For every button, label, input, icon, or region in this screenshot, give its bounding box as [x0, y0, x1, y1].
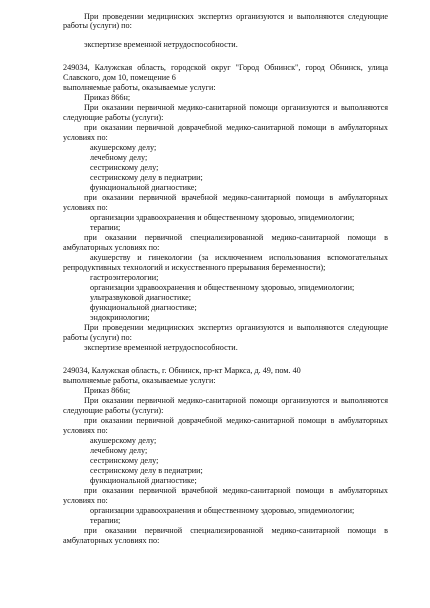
list-item: организации здравоохранения и общественному здоровью, эпидемиологии; [90, 506, 355, 515]
address-line1: 249034, Калужская область, городской округ "Город Обнинск", город Обнинск, улица [63, 63, 388, 72]
physician-care-paragraph-line2: условиях по: [63, 496, 108, 505]
list-item: сестринскому делу в педиатрии; [90, 466, 203, 475]
address-line2: Славского, дом 10, помещение 6 [63, 73, 176, 82]
list-item: функциональной диагностике; [90, 303, 197, 312]
list-item: лечебному делу; [90, 446, 148, 455]
list-item: сестринскому делу в педиатрии; [90, 173, 203, 182]
specialized-care-paragraph-line2: амбулаторных условиях по: [63, 536, 160, 545]
list-item: организации здравоохранения и общественному здоровью, эпидемиологии; [90, 283, 355, 292]
pre-medical-paragraph-line1: при оказании первичной доврачебной медико-санитарной помощи в амбулаторных [84, 416, 388, 425]
list-item: сестринскому делу; [90, 456, 159, 465]
physician-care-paragraph-line2: условиях по: [63, 203, 108, 212]
list-item: ультразвуковой диагностике; [90, 293, 192, 302]
expertise-paragraph-line1: При проведении медицинских экспертиз организуются и выполняются следующие [84, 323, 388, 332]
primary-care-paragraph-line2: следующие работы (услуги): [63, 406, 164, 415]
expertise-paragraph-line2: работы (услуги) по: [63, 333, 132, 342]
list-item: гастроэнтерологии; [90, 273, 159, 282]
obstetrics-paragraph-line1: акушерству и гинекологии (за исключением использования вспомогательных [90, 253, 388, 262]
obstetrics-paragraph-line2: репродуктивных технологий и искусственного прерывания беременности); [63, 263, 326, 272]
physician-care-paragraph-line1: при оказании первичной врачебной медико-санитарной помощи в амбулаторных [84, 193, 388, 202]
list-item: терапии; [90, 223, 121, 232]
list-item: функциональной диагностике; [90, 183, 197, 192]
expertise-paragraph-line1: При проведении медицинских экспертиз организуются и выполняются следующие [84, 12, 388, 21]
services-intro: выполняемые работы, оказываемые услуги: [63, 83, 216, 92]
list-item: организации здравоохранения и общественному здоровью, эпидемиологии; [90, 213, 355, 222]
list-item: экспертизе временной нетрудоспособности. [84, 40, 238, 49]
services-intro: выполняемые работы, оказываемые услуги: [63, 376, 216, 385]
expertise-paragraph-line2: работы (услуги) по: [63, 21, 132, 30]
pre-medical-paragraph-line2: условиях по: [63, 426, 108, 435]
pre-medical-paragraph-line2: условиях по: [63, 133, 108, 142]
list-item: эндокринологии; [90, 313, 150, 322]
primary-care-paragraph-line2: следующие работы (услуги): [63, 113, 164, 122]
specialized-care-paragraph-line1: при оказании первичной специализированной медико-санитарной помощи в [84, 233, 388, 242]
specialized-care-paragraph-line1: при оказании первичной специализированной медико-санитарной помощи в [84, 526, 388, 535]
list-item: сестринскому делу; [90, 163, 159, 172]
physician-care-paragraph-line1: при оказании первичной врачебной медико-санитарной помощи в амбулаторных [84, 486, 388, 495]
list-item: терапии; [90, 516, 121, 525]
list-item: функциональной диагностике; [90, 476, 197, 485]
pre-medical-paragraph-line1: при оказании первичной доврачебной медико-санитарной помощи в амбулаторных [84, 123, 388, 132]
specialized-care-paragraph-line2: амбулаторных условиях по: [63, 243, 160, 252]
address-line1: 249034, Калужская область, г. Обнинск, пр-кт Маркса, д. 49, пом. 40 [63, 366, 301, 375]
list-item: акушерскому делу; [90, 436, 157, 445]
list-item: экспертизе временной нетрудоспособности. [84, 343, 238, 352]
list-item: лечебному делу; [90, 153, 148, 162]
primary-care-paragraph-line1: При оказании первичной медико-санитарной помощи организуются и выполняются [84, 103, 388, 112]
order-reference: Приказ 866н; [84, 93, 131, 102]
primary-care-paragraph-line1: При оказании первичной медико-санитарной помощи организуются и выполняются [84, 396, 388, 405]
order-reference: Приказ 866н; [84, 386, 131, 395]
list-item: акушерскому делу; [90, 143, 157, 152]
